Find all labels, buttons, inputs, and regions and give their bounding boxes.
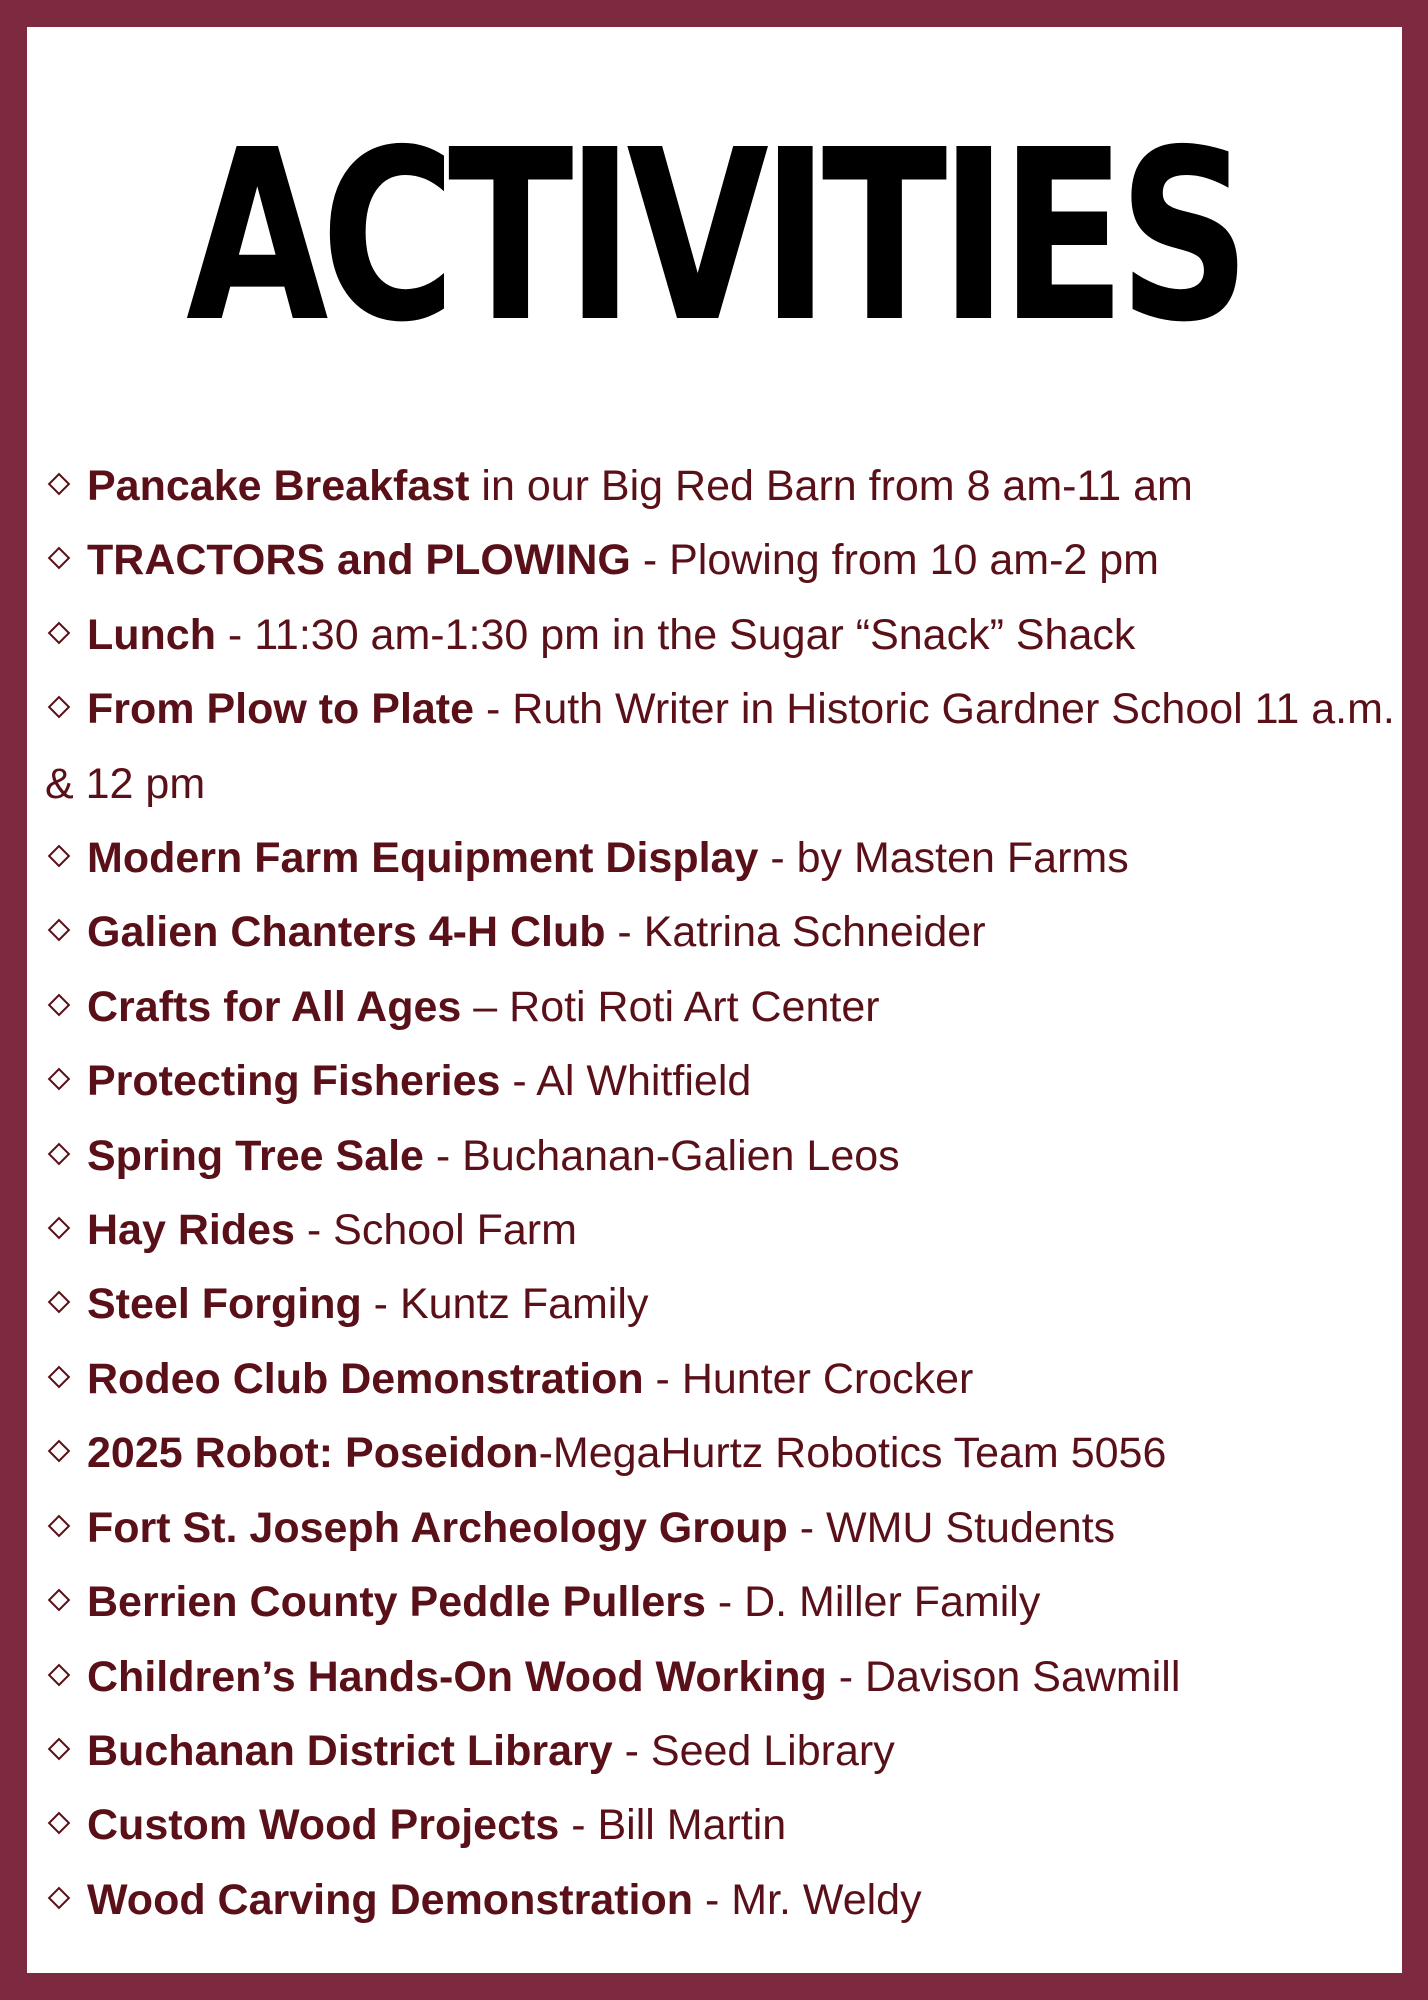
diamond-bullet-icon xyxy=(48,547,71,570)
activity-detail: - Hunter Crocker xyxy=(643,1354,974,1403)
diamond-bullet-icon xyxy=(48,919,71,942)
activity-detail: - by Masten Farms xyxy=(758,834,1129,883)
activity-name: TRACTORS and PLOWING xyxy=(87,536,631,585)
diamond-bullet-icon xyxy=(48,1291,71,1314)
activities-list xyxy=(45,449,1395,1937)
activity-name: Crafts for All Ages xyxy=(87,982,462,1031)
activity-name: Galien Chanters 4-H Club xyxy=(87,908,606,957)
diamond-bullet-icon xyxy=(48,1217,71,1240)
list-item xyxy=(45,1714,1395,1788)
diamond-bullet-icon xyxy=(48,696,71,719)
activity-detail: - Bill Martin xyxy=(559,1801,787,1850)
activity-name: Children’s Hands-On Wood Working xyxy=(87,1652,827,1701)
activity-name: Berrien County Peddle Pullers xyxy=(87,1578,706,1627)
list-item xyxy=(45,1565,1395,1639)
activity-detail: - 11:30 am-1:30 pm in the Sugar “Snack” Shack xyxy=(215,610,1136,659)
list-item xyxy=(45,1342,1395,1416)
activity-name: 2025 Robot: Poseidon xyxy=(87,1429,539,1478)
page-title: ACTIVITIES xyxy=(186,99,1243,374)
activity-name: Spring Tree Sale xyxy=(87,1131,424,1180)
diamond-bullet-icon xyxy=(48,1440,71,1463)
diamond-bullet-icon xyxy=(48,1886,71,1909)
diamond-bullet-icon xyxy=(48,1366,71,1389)
diamond-bullet-icon xyxy=(48,473,71,496)
diamond-bullet-icon xyxy=(48,1142,71,1165)
list-item xyxy=(45,523,1395,597)
diamond-bullet-icon xyxy=(48,1068,71,1091)
list-item xyxy=(45,1044,1395,1118)
list-item xyxy=(45,895,1395,969)
activity-name: Fort St. Joseph Archeology Group xyxy=(87,1503,788,1552)
activity-name: Steel Forging xyxy=(87,1280,362,1329)
activity-detail: - Al Whitfield xyxy=(500,1057,752,1106)
activity-detail: - Katrina Schneider xyxy=(605,908,986,957)
activity-detail: - Buchanan-Galien Leos xyxy=(423,1131,900,1180)
list-item xyxy=(45,1119,1395,1193)
list-item xyxy=(45,1193,1395,1267)
activity-name: Protecting Fisheries xyxy=(87,1057,501,1106)
list-item xyxy=(45,1267,1395,1341)
activity-name: Custom Wood Projects xyxy=(87,1801,560,1850)
activity-detail: -MegaHurtz Robotics Team 5056 xyxy=(538,1429,1167,1478)
list-item xyxy=(45,598,1395,672)
list-item xyxy=(45,672,1395,821)
activity-detail: - WMU Students xyxy=(787,1503,1116,1552)
list-item xyxy=(45,1788,1395,1862)
activity-name: Hay Rides xyxy=(87,1206,295,1255)
activity-name: Wood Carving Demonstration xyxy=(87,1875,694,1924)
activity-detail: – Roti Roti Art Center xyxy=(461,982,880,1031)
activity-detail: in our Big Red Barn from 8 am-11 am xyxy=(469,462,1193,510)
activities-card xyxy=(27,27,1402,1973)
activity-name: Pancake Breakfast xyxy=(87,462,470,510)
activity-name: Rodeo Club Demonstration xyxy=(87,1354,644,1403)
activity-detail: - Plowing from 10 am-2 pm xyxy=(630,536,1159,585)
list-item xyxy=(45,821,1395,895)
diamond-bullet-icon xyxy=(48,994,71,1017)
activity-detail: - Ruth Writer in Historic Gardner School 11 a.m. & 12 pm xyxy=(45,685,1395,808)
list-item xyxy=(45,1416,1395,1490)
list-item xyxy=(45,970,1395,1044)
diamond-bullet-icon xyxy=(48,1514,71,1537)
diamond-bullet-icon xyxy=(48,1663,71,1686)
diamond-bullet-icon xyxy=(48,1812,71,1835)
activity-detail: - Seed Library xyxy=(612,1726,895,1775)
activity-name: Modern Farm Equipment Display xyxy=(87,834,759,883)
activity-detail: - D. Miller Family xyxy=(705,1578,1041,1627)
list-item xyxy=(45,1863,1395,1937)
activity-detail: - Mr. Weldy xyxy=(693,1875,922,1924)
activity-name: From Plow to Plate xyxy=(87,685,475,734)
activity-detail: - Kuntz Family xyxy=(361,1280,649,1329)
diamond-bullet-icon xyxy=(48,845,71,868)
list-item xyxy=(45,1491,1395,1565)
activity-detail: - School Farm xyxy=(294,1206,577,1255)
activity-detail: - Davison Sawmill xyxy=(826,1652,1181,1701)
diamond-bullet-icon xyxy=(48,1738,71,1761)
list-item xyxy=(45,449,1395,523)
activity-name: Lunch xyxy=(87,610,216,659)
diamond-bullet-icon xyxy=(48,1589,71,1612)
diamond-bullet-icon xyxy=(48,621,71,644)
activity-name: Buchanan District Library xyxy=(87,1726,613,1775)
list-item xyxy=(45,1640,1395,1714)
